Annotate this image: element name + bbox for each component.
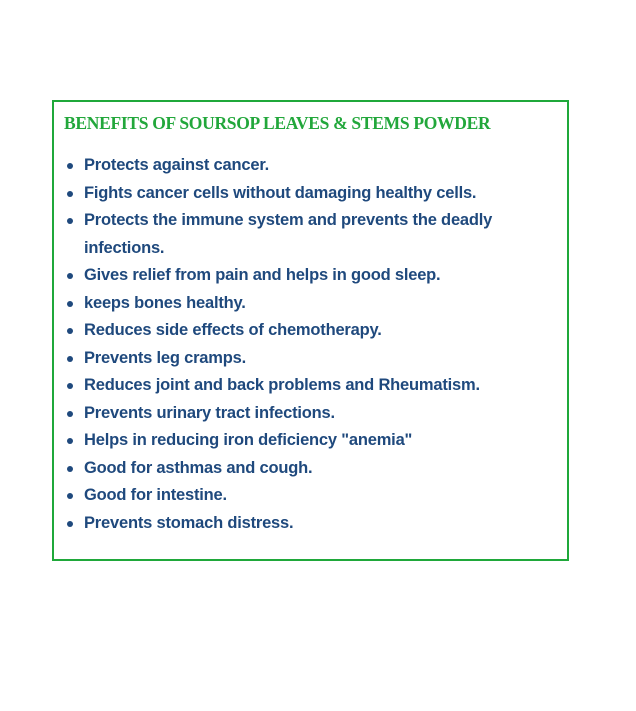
benefit-item	[54, 317, 567, 345]
benefit-text: Good for intestine.	[84, 486, 227, 504]
benefit-text: Fights cancer cells without damaging healthy cells.	[84, 183, 477, 202]
benefit-item	[54, 427, 567, 455]
bullet-icon	[67, 273, 73, 279]
benefit-text: Helps in reducing iron deficiency "anemia"	[84, 431, 413, 449]
benefit-text: Prevents stomach distress.	[84, 513, 294, 532]
benefit-text: Prevents urinary tract infections.	[84, 403, 335, 422]
bullet-icon	[67, 466, 73, 472]
bullet-icon	[67, 493, 73, 499]
benefit-item	[54, 290, 567, 318]
bullet-icon	[67, 191, 73, 197]
benefits-box	[52, 100, 569, 561]
benefit-text: Protects the immune system and prevents the deadly infections.	[84, 211, 493, 257]
benefit-text: keeps bones healthy.	[84, 293, 246, 312]
benefit-item	[54, 482, 567, 510]
benefit-text: Protects against cancer.	[84, 156, 270, 174]
benefit-item	[54, 400, 567, 428]
benefit-item	[54, 510, 567, 538]
benefit-item	[54, 372, 567, 400]
bullet-icon	[67, 218, 73, 224]
benefit-text: Good for asthmas and cough.	[84, 458, 313, 477]
benefit-item	[54, 262, 567, 290]
benefit-text: Reduces side effects of chemotherapy.	[84, 321, 382, 339]
bullet-icon	[67, 411, 73, 417]
benefit-text: Gives relief from pain and helps in good sleep.	[84, 266, 441, 284]
benefit-item	[54, 180, 567, 208]
benefit-item	[54, 207, 567, 262]
bullet-icon	[67, 163, 73, 169]
benefit-item	[54, 152, 567, 180]
benefit-item	[54, 455, 567, 483]
benefit-item	[54, 345, 567, 373]
benefit-text: Prevents leg cramps.	[84, 348, 246, 367]
benefit-text: Reduces joint and back problems and Rheumatism.	[84, 376, 480, 394]
benefits-list	[54, 152, 567, 537]
bullet-icon	[67, 438, 73, 444]
benefits-title: BENEFITS OF SOURSOP LEAVES & STEMS POWDER	[64, 113, 491, 133]
bullet-icon	[67, 356, 73, 362]
bullet-icon	[67, 301, 73, 307]
bullet-icon	[67, 521, 73, 527]
bullet-icon	[67, 328, 73, 334]
bullet-icon	[67, 383, 73, 389]
